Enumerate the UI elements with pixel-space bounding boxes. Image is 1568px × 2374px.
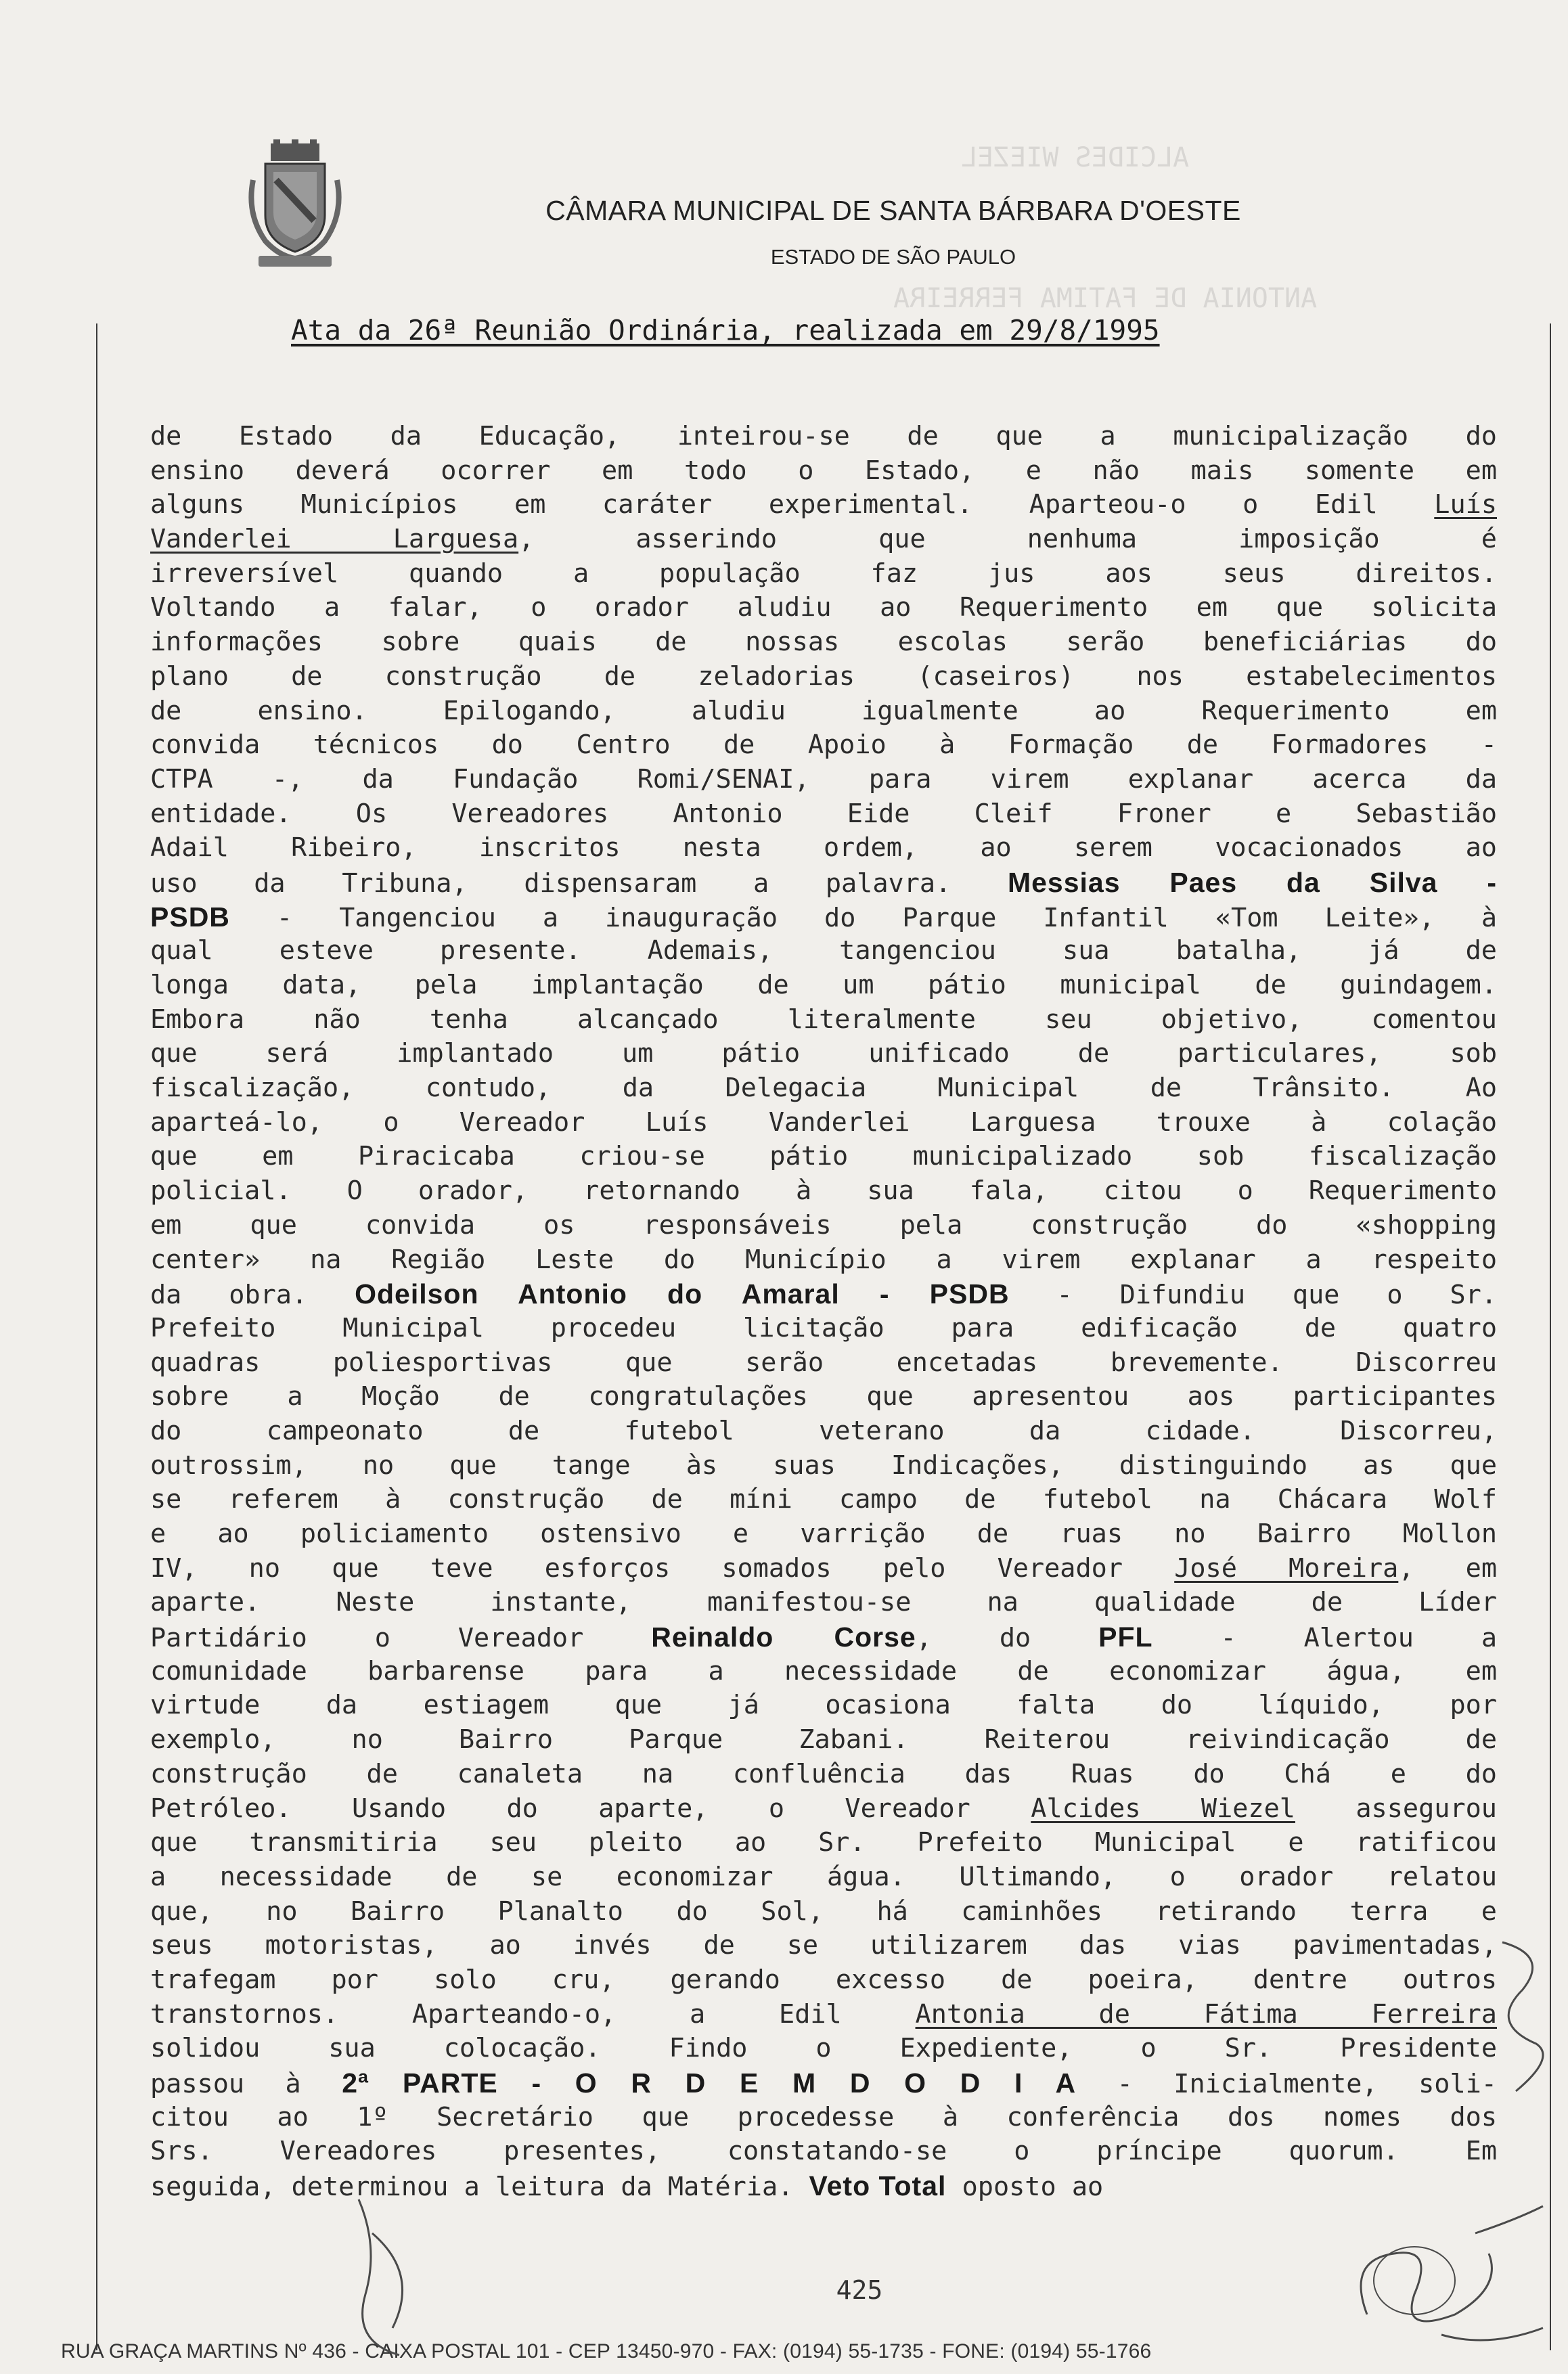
text-line — [150, 1757, 1497, 1792]
text-span: Embora não tenha alcançado literalmente seu objetivo, comentou — [150, 1004, 1497, 1035]
text-line — [150, 2101, 1497, 2135]
text-line — [150, 2032, 1497, 2066]
text-span: aparte. Neste instante, manifestou-se na qualidade de Líder — [150, 1587, 1497, 1618]
text-line — [150, 1860, 1497, 1895]
text-line — [150, 1106, 1497, 1140]
text-line — [150, 488, 1497, 522]
text-line — [150, 694, 1497, 729]
institution-name: CÂMARA MUNICIPAL DE SANTA BÁRBARA D'OESTE — [545, 195, 1241, 226]
text-line — [150, 1003, 1497, 1037]
text-span: solidou sua colocação. Findo o Expediente, o Sr. Presidente — [150, 2033, 1497, 2064]
text-line — [150, 1998, 1497, 2032]
text-line — [150, 1688, 1497, 1723]
bold-speaker: Reinaldo Corse — [651, 1621, 916, 1653]
text-span: Petróleo. Usando do aparte, o Vereador — [150, 1793, 1031, 1824]
text-span: transtornos. Aparteando-o, a Edil — [150, 1998, 916, 2030]
text-line — [150, 728, 1497, 763]
text-span: construção de canaleta na confluência das Ruas do Chá e do — [150, 1758, 1497, 1789]
bleed-through-text-1: ALCIDES WIEZEL — [961, 142, 1190, 173]
text-span: de Estado da Educação, inteirou-se de que a municipalização do — [150, 421, 1497, 451]
text-span: , asserindo que nenhuma imposição é — [518, 524, 1497, 555]
text-line — [150, 1963, 1497, 1998]
text-span: informações sobre quais de nossas escolas serão beneficiárias do — [150, 627, 1497, 658]
text-span: Voltando a falar, o orador aludiu ao Requerimento em que solicita — [150, 592, 1497, 623]
signature-bottom-left — [338, 2193, 447, 2369]
text-span: center» na Região Leste do Município a virem explanar a respeito — [150, 1244, 1497, 1275]
text-line — [150, 763, 1497, 797]
text-span: ensino deverá ocorrer em todo o Estado, e não mais somente em — [150, 455, 1497, 486]
text-line — [150, 1655, 1497, 1689]
text-line — [150, 1312, 1497, 1346]
text-line — [150, 420, 1497, 454]
underlined-name: Vanderlei Larguesa — [150, 524, 519, 555]
text-line — [150, 934, 1497, 968]
text-span: virtude da estiagem que já ocasiona falta do líquido, por — [150, 1690, 1497, 1721]
text-span: do campeonato de futebol veterano da cidade. Discorreu, — [150, 1415, 1497, 1446]
text-line — [150, 1346, 1497, 1381]
text-span: que será implantado um pátio unificado de particulares, sob — [150, 1038, 1497, 1069]
text-span: fiscalização, contudo, da Delegacia Municipal de Trânsito. Ao — [150, 1073, 1497, 1104]
text-line — [150, 1449, 1497, 1483]
text-span: - Tangenciou a inauguração do Parque Infantil «Tom Leite», à — [229, 902, 1497, 933]
bold-speaker: PFL — [1098, 1621, 1153, 1653]
coat-of-arms-icon — [245, 139, 345, 272]
text-span: - Inicialmente, soli- — [1076, 2069, 1497, 2099]
text-span: Prefeito Municipal procedeu licitação para edificação de quatro — [150, 1312, 1497, 1343]
text-line — [150, 625, 1497, 660]
text-line — [150, 797, 1497, 832]
text-span: trafegam por solo cru, gerando excesso de poeira, dentre outros — [150, 1964, 1497, 1995]
text-line — [150, 557, 1497, 591]
text-span: que transmitiria seu pleito ao Sr. Prefeito Municipal e ratificou — [150, 1827, 1497, 1858]
text-line — [150, 1243, 1497, 1278]
text-span: que, no Bairro Planalto do Sol, há caminhões retirando terra e — [150, 1896, 1497, 1927]
text-span: seus motoristas, ao invés de se utilizarem das vias pavimentadas, — [150, 1930, 1497, 1961]
text-span: e ao policiamento ostensivo e varrição de ruas no Bairro Mollon — [150, 1519, 1497, 1549]
text-line — [150, 1586, 1497, 1620]
text-line — [150, 900, 1497, 935]
signature-bottom-right — [1340, 2179, 1563, 2355]
text-span: citou ao 1º Secretário que procedesse à conferência dos nomes dos — [150, 2101, 1497, 2132]
text-span: , do — [916, 1623, 1099, 1654]
text-span: de ensino. Epilogando, aludiu igualmente ao Requerimento em — [150, 695, 1497, 726]
text-span: que em Piracicaba criou-se pátio municipalizado sob fiscalização — [150, 1141, 1497, 1172]
text-span: plano de construção de zeladorias (caseiros) nos estabelecimentos — [150, 660, 1497, 692]
underlined-name: José Moreira — [1174, 1552, 1399, 1584]
text-line — [150, 1380, 1497, 1414]
underlined-name: Alcides Wiezel — [1031, 1793, 1295, 1824]
text-span: comunidade barbarense para a necessidade de economizar água, em — [150, 1655, 1497, 1686]
text-span: , em — [1398, 1552, 1497, 1584]
text-line — [150, 1552, 1497, 1586]
page-number: 425 — [836, 2275, 883, 2305]
minutes-body — [150, 420, 1497, 2203]
bold-speaker: Messias Paes da Silva - — [1007, 866, 1498, 898]
text-line — [150, 831, 1497, 866]
text-span: Srs. Vereadores presentes, constatando-se o príncipe quorum. Em — [150, 2136, 1497, 2167]
text-line — [150, 1277, 1497, 1312]
underlined-name: Luís — [1434, 489, 1497, 520]
address-footer: RUA GRAÇA MARTINS Nº 436 - CAIXA POSTAL 101 - CEP 13450-970 - FAX: (0194) 55-1735 - FONE: (0194) 55-1766 — [61, 2340, 1152, 2362]
text-line — [150, 1620, 1497, 1655]
text-span: seguida, determinou a leitura da Matéria. — [150, 2172, 809, 2203]
text-line — [150, 1071, 1497, 1106]
text-span: irreversível quando a população faz jus aos seus direitos. — [150, 558, 1497, 589]
text-line — [150, 866, 1497, 900]
text-line — [150, 1483, 1497, 1517]
text-line — [150, 1723, 1497, 1757]
bold-speaker: Veto Total — [809, 2170, 947, 2202]
text-span: IV, no que teve esforços somados pelo Vereador — [150, 1552, 1175, 1584]
text-span: outrossim, no que tange às suas Indicações, distinguindo as que — [150, 1450, 1497, 1481]
text-line — [150, 1209, 1497, 1243]
text-span: sobre a Moção de congratulações que apresentou aos participantes — [150, 1381, 1497, 1412]
text-span: convida técnicos do Centro de Apoio à Formação de Formadores - — [150, 730, 1497, 761]
bold-speaker: PSDB — [150, 901, 230, 933]
text-line — [150, 968, 1497, 1003]
text-span: oposto ao — [946, 2172, 1104, 2203]
text-line — [150, 1140, 1497, 1174]
text-line — [150, 1895, 1497, 1929]
text-line — [150, 1792, 1497, 1827]
text-span: qual esteve presente. Ademais, tangenciou sua batalha, já de — [150, 935, 1497, 966]
text-span: da obra. — [150, 1280, 355, 1311]
bold-speaker: 2ª PARTE - O R D E M D O D I A — [342, 2067, 1077, 2099]
text-line — [150, 660, 1497, 694]
bold-speaker: Odeilson Antonio do Amaral - PSDB — [355, 1278, 1010, 1310]
text-line — [150, 1517, 1497, 1552]
left-margin-rule — [96, 323, 97, 2350]
text-span: - Alertou a — [1152, 1623, 1498, 1654]
text-span: a necessidade de se economizar água. Ultimando, o orador relatou — [150, 1861, 1497, 1892]
text-span: Adail Ribeiro, inscritos nesta ordem, ao serem vocacionados ao — [150, 832, 1497, 864]
bleed-through-text-2: ANTONIA DE FATIMA FERREIRA — [893, 283, 1318, 314]
text-line — [150, 522, 1497, 557]
minutes-title: Ata da 26ª Reunião Ordinária, realizada em 29/8/1995 — [291, 314, 1160, 346]
text-span: em que convida os responsáveis pela construção do «shopping — [150, 1209, 1497, 1240]
text-span: aparteá-lo, o Vereador Luís Vanderlei Larguesa trouxe à colação — [150, 1106, 1497, 1138]
text-span: passou à — [150, 2069, 342, 2099]
text-span: entidade. Os Vereadores Antonio Eide Cleif Froner e Sebastião — [150, 798, 1497, 829]
text-line — [150, 1414, 1497, 1449]
text-line — [150, 2066, 1497, 2101]
text-span: Partidário o Vereador — [150, 1623, 652, 1654]
text-span: quadras poliesportivas que serão encetadas brevemente. Discorreu — [150, 1347, 1497, 1378]
text-line — [150, 591, 1497, 625]
text-span: CTPA -, da Fundação Romi/SENAI, para virem explanar acerca da — [150, 763, 1497, 794]
text-line — [150, 1929, 1497, 1963]
state-name: ESTADO DE SÃO PAULO — [770, 245, 1016, 269]
text-span: policial. O orador, retornando à sua fala, citou o Requerimento — [150, 1175, 1497, 1207]
text-span: se referem à construção de míni campo de futebol na Chácara Wolf — [150, 1484, 1497, 1515]
text-span: alguns Municípios em caráter experimental. Aparteou-o o Edil — [150, 489, 1435, 520]
text-span: longa data, pela implantação de um pátio municipal de guindagem. — [150, 970, 1497, 1000]
text-line — [150, 454, 1497, 489]
text-span: - Difundiu que o Sr. — [1009, 1280, 1497, 1311]
text-span: exemplo, no Bairro Parque Zabani. Reiterou reivindicação de — [150, 1724, 1497, 1755]
text-line — [150, 2134, 1497, 2169]
signature-right-margin — [1475, 1929, 1556, 2105]
text-line — [150, 1174, 1497, 1209]
text-span: uso da Tribuna, dispensaram a palavra. — [150, 868, 1008, 899]
text-line — [150, 1037, 1497, 1071]
text-span: assegurou — [1295, 1793, 1497, 1824]
text-line — [150, 1826, 1497, 1860]
underlined-name: Antonia de Fátima Ferreira — [915, 1998, 1497, 2030]
